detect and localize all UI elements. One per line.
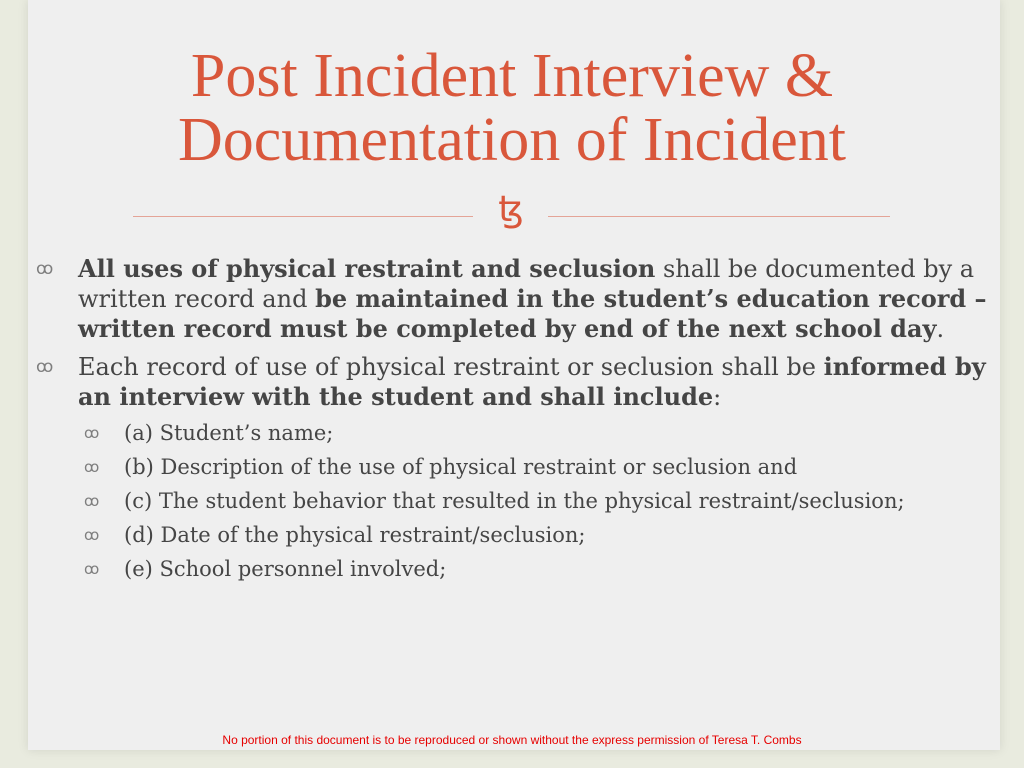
bullet-item (36, 254, 1006, 344)
swirl-bullet-icon: ꝏ (84, 458, 100, 476)
title-line-2: Documentation of Incident (177, 106, 846, 174)
bullet-text: Each record of use of physical restraint or seclusion shall be (78, 353, 824, 381)
slide-title (0, 44, 1024, 172)
sub-bullet-text: (b) Description of the use of physical restraint or seclusion and (124, 455, 798, 479)
bullet-item (36, 352, 1006, 412)
swirl-bullet-icon: ꝏ (36, 259, 54, 279)
sub-bullet-text: (a) Student’s name; (124, 421, 334, 445)
sub-bullet-item (84, 488, 1006, 514)
slide-content (36, 254, 1006, 590)
bullet-bold-start: All uses of physical restraint and seclusion (78, 254, 656, 283)
copyright-notice: No portion of this document is to be reproduced or shown without the express permission of Teresa T. Combs (222, 733, 802, 747)
curly-flourish-icon: ꜩ (498, 189, 524, 230)
sub-bullet-text: (c) The student behavior that resulted in the physical restraint/seclusion; (124, 489, 905, 513)
divider-line-right (548, 216, 890, 217)
swirl-bullet-icon: ꝏ (84, 560, 100, 578)
sub-bullet-item (84, 420, 1006, 446)
swirl-bullet-icon: ꝏ (84, 526, 100, 544)
sub-bullet-text: (e) School personnel involved; (124, 557, 447, 581)
sub-bullet-item (84, 454, 1006, 480)
swirl-bullet-icon: ꝏ (84, 492, 100, 510)
bullet-bold-end: informed by an interview with the student and shall include (78, 352, 986, 411)
divider-line-left (133, 216, 473, 217)
bullet-text: shall be documented by a written record and (78, 255, 975, 313)
sub-bullet-text: (d) Date of the physical restraint/seclusion; (124, 523, 586, 547)
bullet-bold-end: be maintained in the student’s education record – written record must be completed by end of the next school day (78, 284, 987, 343)
title-line-1: Post Incident Interview & (190, 42, 834, 110)
bullet-suffix: . (936, 315, 945, 343)
swirl-bullet-icon: ꝏ (36, 357, 54, 377)
sub-bullet-list (84, 420, 1006, 582)
sub-bullet-item (84, 556, 1006, 582)
sub-bullet-item (84, 522, 1006, 548)
swirl-bullet-icon: ꝏ (84, 424, 100, 442)
bullet-suffix: : (713, 383, 722, 411)
